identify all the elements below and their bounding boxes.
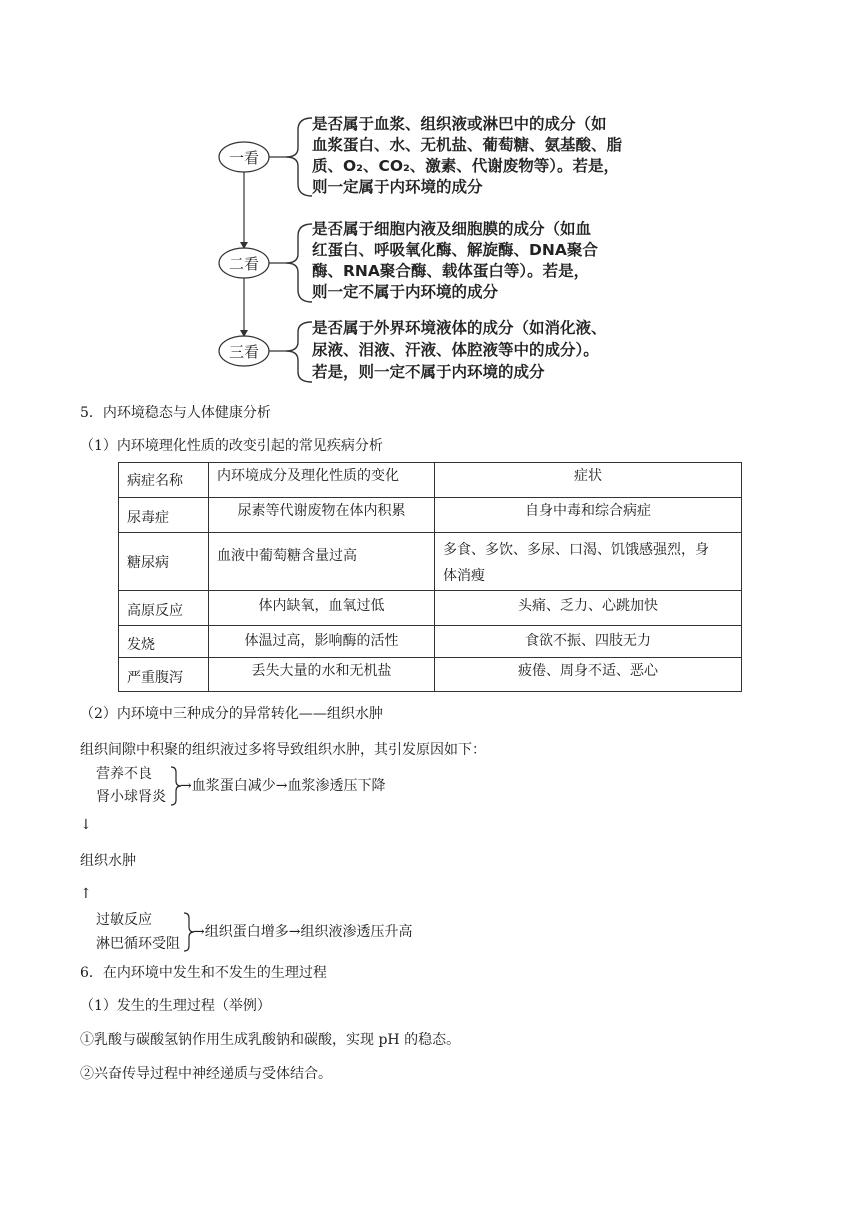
table-cell: 食欲不振、四肢无力 bbox=[435, 626, 742, 658]
process-item-2: ②兴奋传导过程中神经递质与受体结合。 bbox=[80, 1066, 332, 1082]
up-arrow: ↑ bbox=[80, 886, 92, 902]
step-2-label: 二看 bbox=[228, 255, 259, 273]
table-cell: 自身中毒和综合病症 bbox=[435, 498, 742, 533]
step-2-line-3: 酶、RNA聚合酶、载体蛋白等）。若是， bbox=[312, 262, 590, 280]
table-row bbox=[119, 533, 742, 591]
step-1-line-1: 是否属于血浆、组织液或淋巴中的成分（如 bbox=[312, 115, 607, 133]
table-row bbox=[119, 498, 742, 533]
step-2-line-4: 则一定不属于内环境的成分 bbox=[312, 283, 499, 301]
table-cell: 丢失大量的水和无机盐 bbox=[209, 658, 435, 692]
table-cell: 头痛、乏力、心跳加快 bbox=[435, 591, 742, 626]
step-3-line-3: 若是，则一定不属于内环境的成分 bbox=[312, 363, 545, 381]
step-1-label: 一看 bbox=[228, 149, 259, 167]
cause-nephritis: 肾小球肾炎 bbox=[96, 789, 166, 805]
brace-step-1 bbox=[286, 118, 312, 196]
table-row bbox=[119, 591, 742, 626]
section-5-sub2: （2）内环境中三种成分的异常转化——组织水肿 bbox=[80, 706, 383, 722]
table-cell: 糖尿病 bbox=[119, 533, 209, 591]
table-header-cell: 病症名称 bbox=[119, 463, 209, 498]
table-cell: 严重腹泻 bbox=[119, 658, 209, 692]
disease-table bbox=[118, 462, 742, 692]
symptom-line: 多食、多饮、多尿、口渴、饥饿感强烈，身 bbox=[443, 542, 709, 558]
edema-center: 组织水肿 bbox=[80, 853, 136, 869]
table-header-row bbox=[119, 463, 742, 498]
step-2-line-1: 是否属于细胞内液及细胞膜的成分（如血 bbox=[312, 220, 592, 238]
table-header-cell: 症状 bbox=[435, 463, 742, 498]
table-cell: 血液中葡萄糖含量过高 bbox=[209, 533, 435, 591]
table-cell: 疲倦、周身不适、恶心 bbox=[435, 658, 742, 692]
table-row bbox=[119, 626, 742, 658]
cause-lymph: 淋巴循环受阻 bbox=[96, 936, 180, 952]
table-cell: 体温过高，影响酶的活性 bbox=[209, 626, 435, 658]
bottom-chain: →组织蛋白增多→组织液渗透压升高 bbox=[193, 924, 413, 940]
brace-step-3 bbox=[286, 322, 312, 382]
step-3-line-1: 是否属于外界环境液体的成分（如消化液、 bbox=[312, 319, 607, 337]
table-row bbox=[119, 658, 742, 692]
step-1-line-4: 则一定属于内环境的成分 bbox=[312, 178, 483, 196]
table-cell: 尿毒症 bbox=[119, 498, 209, 533]
cause-allergy: 过敏反应 bbox=[96, 912, 152, 928]
symptom-line: 体消瘦 bbox=[443, 568, 485, 584]
step-1-line-2: 血浆蛋白、水、无机盐、葡萄糖、氨基酸、脂 bbox=[312, 136, 623, 154]
table-header-cell: 内环境成分及理化性质的变化 bbox=[209, 463, 435, 498]
section-5-sub1: （1）内环境理化性质的改变引起的常见疾病分析 bbox=[80, 438, 383, 454]
table-cell: 发烧 bbox=[119, 626, 209, 658]
section-6-sub1: （1）发生的生理过程（举例） bbox=[80, 998, 271, 1014]
top-chain: →血浆蛋白减少→血浆渗透压下降 bbox=[180, 778, 386, 794]
table-cell bbox=[435, 533, 742, 591]
section-5-heading: 5．内环境稳态与人体健康分析 bbox=[80, 405, 271, 421]
cause-malnutrition: 营养不良 bbox=[96, 766, 152, 782]
brace-step-2 bbox=[286, 224, 312, 302]
section-6-heading: 6．在内环境中发生和不发生的生理过程 bbox=[80, 965, 327, 981]
table-cell: 体内缺氧，血氧过低 bbox=[209, 591, 435, 626]
process-item-1: ①乳酸与碳酸氢钠作用生成乳酸钠和碳酸，实现 pH 的稳态。 bbox=[80, 1032, 461, 1048]
table-cell: 尿素等代谢废物在体内积累 bbox=[209, 498, 435, 533]
down-arrow: ↓ bbox=[80, 817, 92, 833]
step-3-label: 三看 bbox=[228, 343, 259, 361]
step-2-line-2: 红蛋白、呼吸氧化酶、解旋酶、DNA聚合 bbox=[312, 241, 598, 259]
step-1-line-3: 质、O₂、CO₂、激素、代谢废物等）。若是， bbox=[312, 157, 620, 175]
table-cell: 高原反应 bbox=[119, 591, 209, 626]
step-3-line-2: 尿液、泪液、汗液、体腔液等中的成分）。 bbox=[312, 341, 599, 359]
edema-intro: 组织间隙中积聚的组织液过多将导致组织水肿，其引发原因如下： bbox=[80, 742, 486, 758]
